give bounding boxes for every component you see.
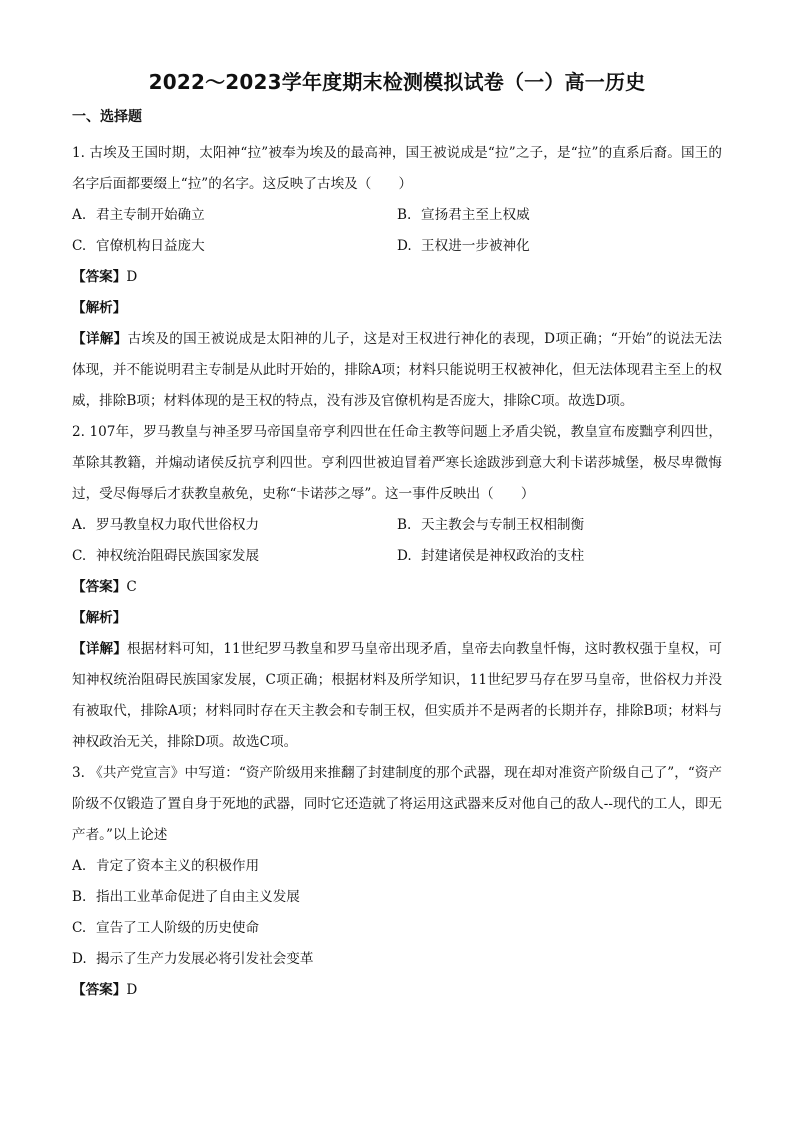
question-1-detail: 【详解】古埃及的国王被说成是太阳神的儿子，这是对王权进行神化的表现，D项正确；“开始”的说法无法体现，并不能说明君主专制是从此时开始的，排除A项；材料只能说明王权被神化，但无法体现君主至上的权威，排除B项；材料体现的是王权的特点，没有涉及官僚机构是否庞大，排除C项。故选D项。: [72, 331, 723, 409]
question-1-option-a: A. 君主专制开始确立: [72, 207, 205, 223]
question-1-option-c: C. 官僚机构日益庞大: [72, 238, 205, 254]
question-2-answer: 【答案】C: [72, 579, 137, 595]
section-heading: 一、选择题: [72, 109, 142, 125]
question-3-option-b: B. 指出工业革命促进了自由主义发展: [72, 889, 300, 905]
question-1-answer: 【答案】D: [72, 269, 138, 285]
question-2-analysis-label: 【解析】: [72, 610, 127, 626]
question-1-stem: 1. 古埃及王国时期，太阳神“拉”被奉为埃及的最高神，国王被说成是“拉”之子，是“拉”的直系后裔。国王的名字后面都要缀上“拉”的名字。这反映了古埃及（ ）: [72, 145, 722, 192]
question-2-option-b: B. 天主教会与专制王权相制衡: [397, 517, 585, 533]
question-2-option-a: A. 罗马教皇权力取代世俗权力: [72, 517, 260, 533]
questions-content: [72, 138, 722, 1006]
question-1-option-d: D. 王权进一步被神化: [397, 238, 530, 254]
question-3-option-d: D. 揭示了生产力发展必将引发社会变革: [72, 951, 314, 967]
question-3-option-a: A. 肯定了资本主义的积极作用: [72, 858, 260, 874]
question-2-options-row-1: [72, 510, 722, 541]
question-1-options-row-2: [72, 231, 722, 262]
question-1-options-row-1: [72, 200, 722, 231]
question-1-option-b: B. 宣扬君主至上权威: [397, 207, 530, 223]
question-2-option-c: C. 神权统治阻碍民族国家发展: [72, 548, 260, 564]
question-3-answer: 【答案】D: [72, 982, 138, 998]
question-2-options-row-2: [72, 541, 722, 572]
question-1-analysis-label: 【解析】: [72, 300, 127, 316]
question-3-option-c: C. 宣告了工人阶级的历史使命: [72, 920, 260, 936]
question-2-detail: 【详解】根据材料可知，11世纪罗马教皇和罗马皇帝出现矛盾，皇帝去向教皇忏悔，这时教权强于皇权，可知神权统治阻碍民族国家发展，C项正确；根据材料及所学知识，11世纪罗马存在罗马皇帝，世俗权力并没有被取代，排除A项；材料同时存在天主教会和专制王权，但实质并不是两者的长期并存，排除B项；材料与神权政治无关，排除D项。故选C项。: [72, 641, 723, 750]
question-3-stem: 3. 《共产党宣言》中写道：“资产阶级用来推翻了封建制度的那个武器，现在却对准资产阶级自己了”，“资产阶级不仅锻造了置自身于死地的武器，同时它还造就了将运用这武器来反对他自己的敌人--现代的工人，即无产者。”以上论述: [72, 765, 722, 843]
question-2-option-d: D. 封建诸侯是神权政治的支柱: [397, 548, 585, 564]
page-title: 2022～2023学年度期末检测模拟试卷（一）高一历史: [148, 70, 646, 94]
question-2-stem: 2. 107年，罗马教皇与神圣罗马帝国皇帝亨利四世在任命主教等问题上矛盾尖锐，教皇宣布废黜亨利四世，革除其教籍，并煽动诸侯反抗亨利四世。亨利四世被迫冒着严寒长途跋涉到意大利卡诺莎城堡，极尽卑微悔过，受尽侮辱后才获教皇赦免，史称“卡诺莎之辱”。这一事件反映出（ ）: [72, 424, 722, 502]
